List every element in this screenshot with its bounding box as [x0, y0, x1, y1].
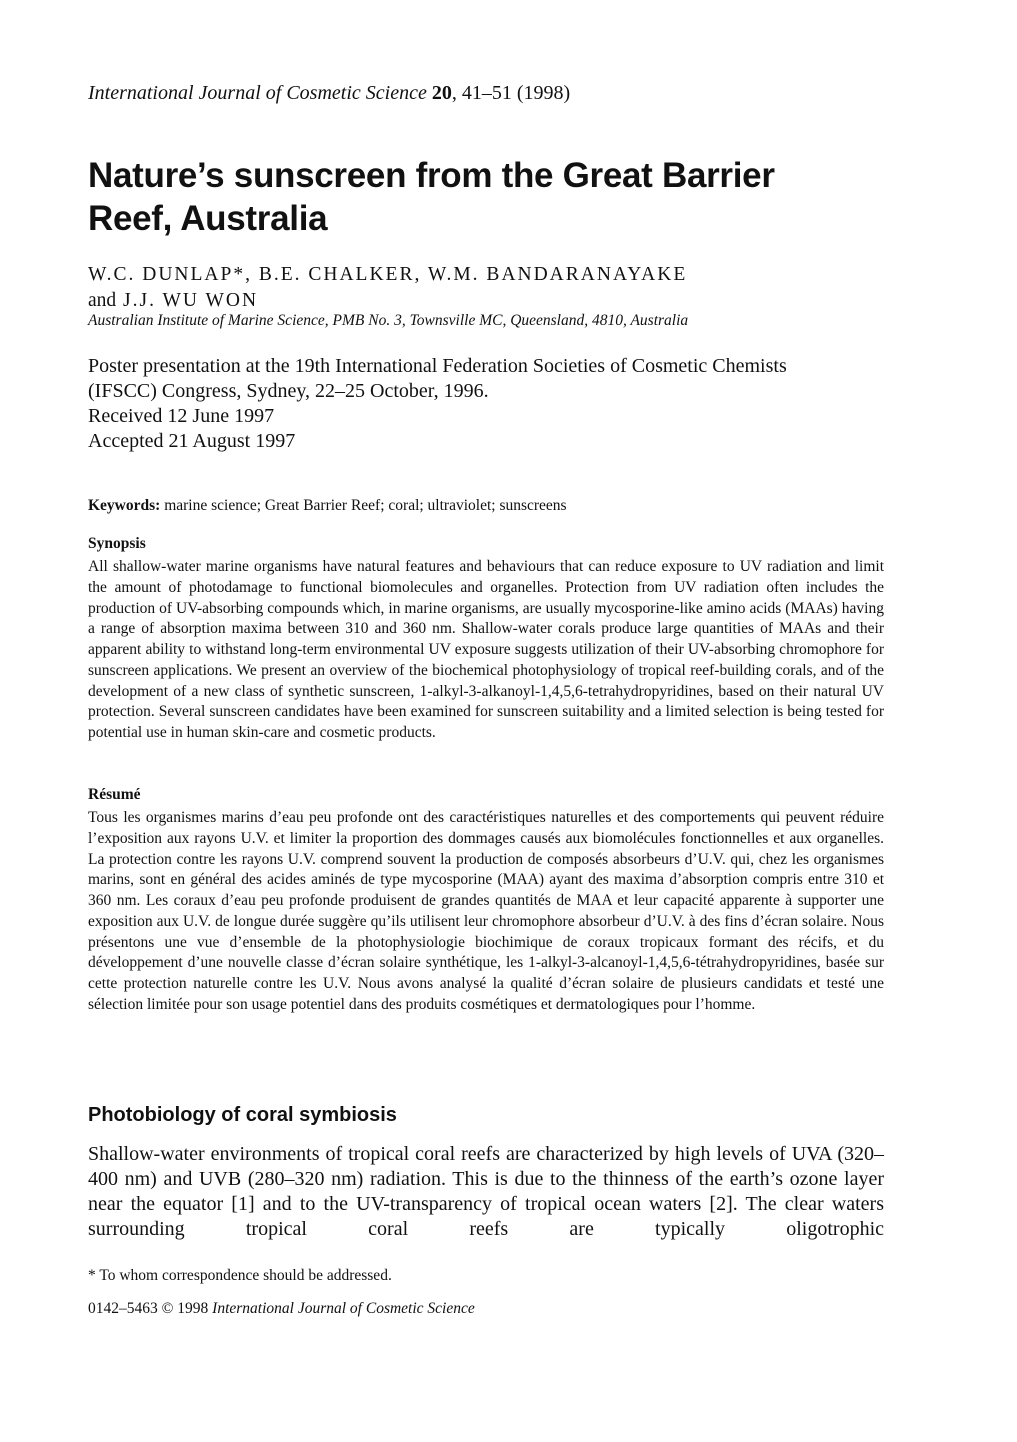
keywords-text: marine science; Great Barrier Reef; coral; ultraviolet; sunscreens: [164, 497, 567, 514]
synopsis-heading: Synopsis: [88, 535, 146, 552]
copyright-journal: International Journal of Cosmetic Science: [212, 1300, 475, 1317]
resume-heading: Résumé: [88, 786, 141, 803]
poster-line-2: (IFSCC) Congress, Sydney, 22–25 October, 1996.: [88, 380, 489, 402]
keywords-label: Keywords:: [88, 497, 161, 514]
article-title: Nature’s sunscreen from the Great Barrier Reef, Australia: [88, 156, 775, 238]
copyright-year: © 1998: [161, 1300, 209, 1317]
resume-text: Tous les organismes marins d’eau peu profonde ont des caractéristiques naturelles et des comportements qui peuvent réduire l’exposition aux rayons U.V. et limiter la proportion des dommages causés aux biomolécules fonctionnelles et aux organelles. La protection contre les rayons U.V. comprend souvent la production de composés absorbeurs d’U.V. qui, chez les organismes marins, sont en général des acides aminés de type mycosporine (MAA) ayant des maxima d’absorption compris entre 310 et 360 nm. Les coraux d’eau peu profonde produisent de grandes quantités de MAA et leur capacité apparente à supporter une exposition aux U.V. de longue durée suggère qu’ils utilisent leur chromophore absorbeur d’U.V. à des fins d’écran solaire. Nous présentons une vue d’ensemble de la photophysiologie biochimique de coraux tropicaux formant des récifs, et du développement d’une nouvelle classe d’écran solaire synthétique, les 1-alkyl-3-alcanoyl-1,4,5,6-tétrahydropyridines, basée sur cette protection naturelle contre les U.V. Nous avons analysé la qualité d’écran solaire de plusieurs candidats et testé une sélection limitée pour son usage potentiel dans des produits cosmétiques et dermatologiques pour l’homme.: [88, 809, 884, 1013]
author-affiliation: Australian Institute of Marine Science, PMB No. 3, Townsville MC, Queensland, 4810, Australia: [88, 312, 689, 329]
journal-pages-year: , 41–51 (1998): [451, 82, 571, 104]
copyright-line: [88, 1300, 475, 1318]
poster-line-1: Poster presentation at the 19th International Federation Societies of Cosmetic Chemists: [88, 355, 787, 377]
journal-citation: [88, 82, 570, 105]
synopsis-text: All shallow-water marine organisms have natural features and behaviours that can reduce exposure to UV radiation and limit the amount of photodamage to functional biomolecules and organelles. Protection from UV radiation often includes the production of UV-absorbing compounds which, in marine organisms, are usually mycosporine-like amino acids (MAAs) having a range of absorption maxima between 310 and 360 nm. Shallow-water corals produce large quantities of MAAs and their apparent ability to withstand long-term environmental UV exposure suggests utilization of their UV-absorbing chromophore for sunscreen applications. We present an overview of the biochemical photophysiology of tropical reef-building corals, and of the development of a new class of synthetic sunscreen, 1-alkyl-3-alkanoyl-1,4,5,6-tetrahydropyridines, based on their natural UV protection. Several sunscreen candidates have been examined for sunscreen suitability and a limited selection is being tested for potential use in human skin-care and cosmetic products.: [88, 558, 884, 741]
authors-and: and: [88, 290, 117, 311]
authors-line-2: [88, 288, 687, 314]
publication-info: [88, 354, 884, 454]
received-date: Received 12 June 1997: [88, 405, 275, 427]
accepted-date: Accepted 21 August 1997: [88, 430, 296, 452]
authors-last: J.J. WU WON: [123, 290, 259, 311]
journal-name: International Journal of Cosmetic Science: [88, 82, 427, 104]
keywords: [88, 497, 567, 515]
issn: 0142–5463: [88, 1300, 158, 1317]
section-heading: Photobiology of coral symbiosis: [88, 1104, 397, 1126]
correspondence-footnote: * To whom correspondence should be addressed.: [88, 1267, 392, 1284]
authors-line-1: W.C. DUNLAP*, B.E. CHALKER, W.M. BANDARANAYAKE: [88, 264, 688, 285]
section-body-text: Shallow-water environments of tropical coral reefs are characterized by high levels of UVA (320–400 nm) and UVB (280–320 nm) radiation. This is due to the thinness of the earth’s ozone layer near the equator [1] and to the UV-transparency of tropical ocean waters [2]. The clear waters surrounding tropical coral reefs are typically oligotrophic: [88, 1143, 884, 1240]
journal-volume: 20: [431, 82, 452, 104]
author-list: [88, 262, 687, 314]
